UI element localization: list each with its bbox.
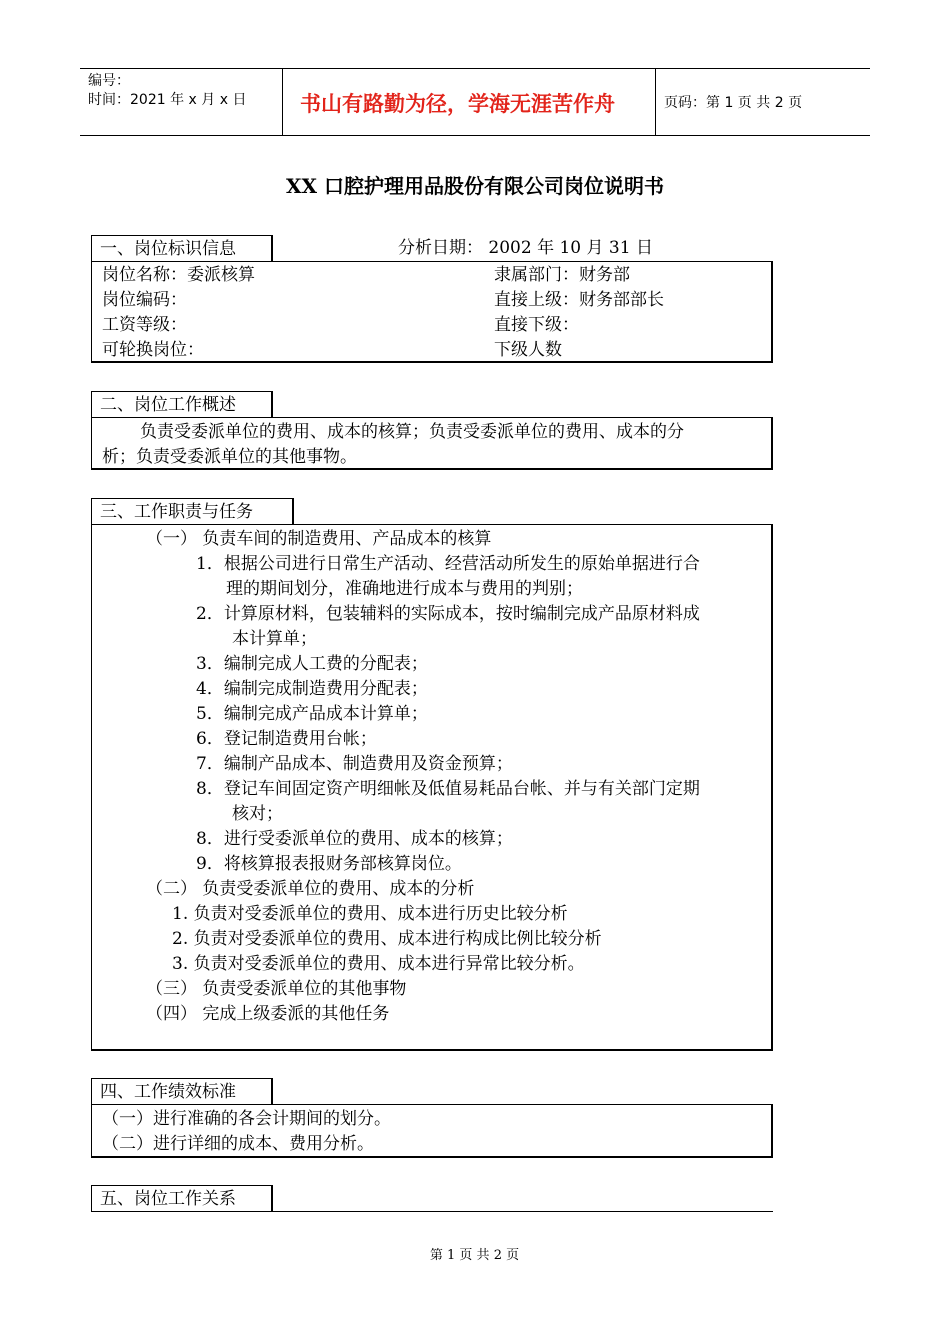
- analysis-item: 2. 负责对受委派单位的费用、成本进行构成比例比较分析: [172, 929, 602, 949]
- duty-item-cont: 理的期间划分，准确地进行成本与费用的判别；: [226, 579, 583, 599]
- document-time-label: 时间：2021 年 x 月 x 日: [88, 92, 247, 108]
- duty-item: 5．编制完成产品成本计算单；: [196, 704, 428, 724]
- duty-group-4: （四） 完成上级委派的其他任务: [146, 1004, 390, 1024]
- section-5-title: 五、岗位工作关系: [91, 1185, 273, 1211]
- department: 隶属部门：财务部: [494, 265, 630, 285]
- summary-line-1: 负责受委派单位的费用、成本的核算；负责受委派单位的费用、成本的分: [140, 422, 684, 442]
- document-number-label: 编号：: [88, 73, 130, 89]
- section-3-title: 三、工作职责与任务: [91, 498, 294, 524]
- header-divider: [655, 68, 656, 135]
- duty-group-2: （二） 负责受委派单位的费用、成本的分析: [146, 879, 475, 899]
- duty-item-cont: 核对；: [232, 804, 283, 824]
- performance-standard: （二）进行详细的成本、费用分析。: [102, 1134, 374, 1154]
- analysis-item: 1. 负责对受委派单位的费用、成本进行历史比较分析: [172, 904, 568, 924]
- duty-item: 8．登记车间固定资产明细帐及低值易耗品台帐、并与有关部门定期: [196, 779, 700, 799]
- duty-item: 6．登记制造费用台帐；: [196, 729, 377, 749]
- analysis-date: 分析日期： 2002 年 10 月 31 日: [398, 238, 653, 258]
- footer-page-number: 第 1 页 共 2 页: [429, 1248, 520, 1263]
- summary-line-2: 析；负责受委派单位的其他事物。: [102, 447, 357, 467]
- duty-item: 8．进行受委派单位的费用、成本的核算；: [196, 829, 513, 849]
- duty-group-3: （三） 负责受委派单位的其他事物: [146, 979, 407, 999]
- post-name: 岗位名称：委派核算: [102, 265, 255, 285]
- header-page-label: 页码：第 1 页 共 2 页: [664, 95, 803, 111]
- header-divider: [282, 68, 283, 135]
- page-footer: [0, 1247, 950, 1265]
- rotatable-post: 可轮换岗位：: [102, 340, 204, 360]
- duty-item: 4．编制完成制造费用分配表；: [196, 679, 428, 699]
- subordinate-count: 下级人数: [494, 340, 562, 360]
- direct-subordinate: 直接下级：: [494, 315, 579, 335]
- analysis-item: 3. 负责对受委派单位的费用、成本进行异常比较分析。: [172, 954, 585, 974]
- section-4-title: 四、工作绩效标准: [91, 1078, 273, 1104]
- section-5-rule: [91, 1211, 773, 1212]
- salary-grade: 工资等级：: [102, 315, 187, 335]
- duty-item: 1．根据公司进行日常生产活动、经营活动所发生的原始单据进行合: [196, 554, 700, 574]
- header-bottom-rule: [80, 135, 870, 136]
- performance-standard: （一）进行准确的各会计期间的划分。: [102, 1109, 391, 1129]
- direct-superior: 直接上级：财务部部长: [494, 290, 664, 310]
- section-2-title: 二、岗位工作概述: [91, 391, 273, 417]
- header-motto: 书山有路勤为径，学海无涯苦作舟: [300, 91, 615, 116]
- duty-item: 2．计算原材料，包装辅料的实际成本，按时编制完成产品原材料成: [196, 604, 700, 624]
- section-1-title: 一、岗位标识信息: [91, 235, 273, 261]
- header-top-rule: [80, 68, 870, 69]
- duty-item: 7．编制产品成本、制造费用及资金预算；: [196, 754, 513, 774]
- duty-item: 9．将核算报表报财务部核算岗位。: [196, 854, 462, 874]
- duty-group-1: （一） 负责车间的制造费用、产品成本的核算: [146, 529, 492, 549]
- page-title: XX 口腔护理用品股份有限公司岗位说明书: [286, 174, 664, 198]
- duty-item: 3．编制完成人工费的分配表；: [196, 654, 428, 674]
- duty-item-cont: 本计算单；: [232, 629, 317, 649]
- post-code: 岗位编码：: [102, 290, 187, 310]
